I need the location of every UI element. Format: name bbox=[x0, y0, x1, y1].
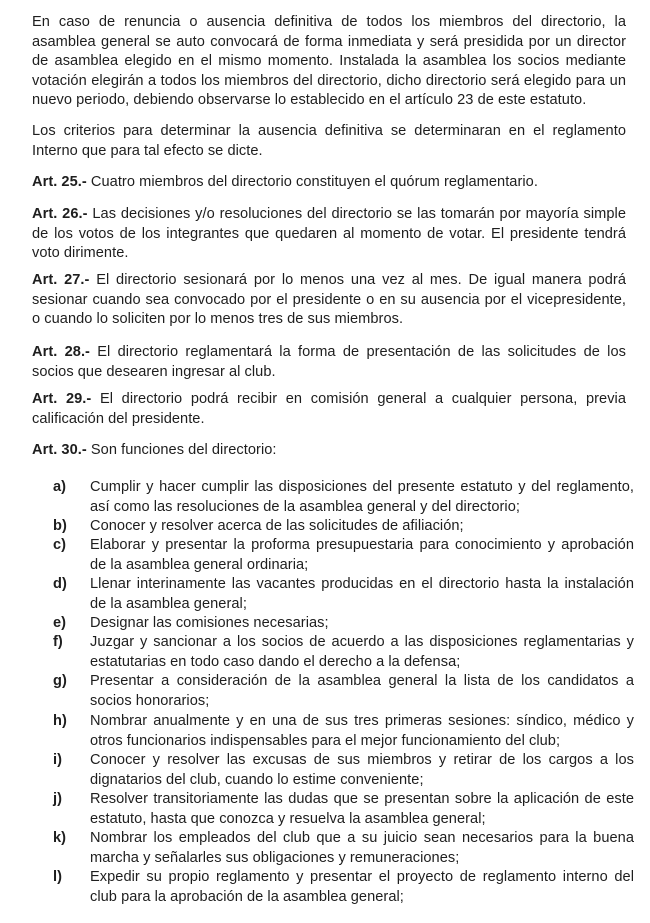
list-item bbox=[50, 712, 634, 751]
list-item bbox=[50, 751, 634, 790]
list-text: Conocer y resolver acerca de las solicitudes de afiliación; bbox=[90, 518, 464, 534]
list-item bbox=[50, 614, 634, 634]
article-26 bbox=[32, 205, 626, 264]
list-text: Conocer y resolver las excusas de sus miembros y retirar de los cargos a los dignatarios del club, cuando lo estime conveniente; bbox=[90, 752, 634, 788]
list-item bbox=[50, 790, 634, 829]
list-letter: f) bbox=[53, 634, 63, 650]
article-28 bbox=[32, 343, 626, 382]
article-label: Art. 27.- bbox=[32, 272, 90, 288]
paragraph-criterios: Los criterios para determinar la ausencia definitiva se determinaran en el reglamento Interno que para tal efecto se dicte. bbox=[32, 123, 626, 159]
list-text: Cumplir y hacer cumplir las disposiciones del presente estatuto y del reglamento, así como las resoluciones de la asamblea general y del directorio; bbox=[90, 479, 634, 515]
list-text: Presentar a consideración de la asamblea general la lista de los candidatos a socios honorarios; bbox=[90, 673, 634, 709]
article-label: Art. 25.- bbox=[32, 174, 87, 190]
list-item bbox=[50, 575, 634, 614]
article-text: El directorio reglamentará la forma de presentación de las solicitudes de los socios que desearen ingresar al club. bbox=[32, 344, 626, 380]
article-30 bbox=[32, 441, 626, 461]
article-text: Cuatro miembros del directorio constituyen el quórum reglamentario. bbox=[86, 174, 538, 190]
list-letter: h) bbox=[53, 713, 67, 729]
article-label: Art. 29.- bbox=[32, 391, 92, 407]
list-letter: d) bbox=[53, 576, 67, 592]
list-text: Nombrar los empleados del club que a su juicio sean necesarios para la buena marcha y señalarles sus obligaciones y remuneraciones; bbox=[90, 830, 634, 866]
list-text: Resolver transitoriamente las dudas que se presentan sobre la aplicación de este estatuto, hasta que conozca y resuelva la asamblea general; bbox=[90, 791, 634, 827]
list-letter: e) bbox=[53, 615, 67, 631]
list-letter: i) bbox=[53, 752, 63, 768]
article-label: Art. 26.- bbox=[32, 206, 88, 222]
list-text: Nombrar anualmente y en una de sus tres primeras sesiones: síndico, médico y otros funcionarios indispensables para el mejor funcionamiento del club; bbox=[90, 713, 634, 749]
article-27 bbox=[32, 271, 626, 330]
article-text: Las decisiones y/o resoluciones del directorio se las tomarán por mayoría simple de los votos de los integrantes que quedaren al momento de votar. El presidente tendrá voto dirimente. bbox=[32, 206, 626, 262]
list-item bbox=[50, 478, 634, 517]
list-item bbox=[50, 517, 634, 537]
article-29 bbox=[32, 390, 626, 429]
article-label: Art. 30.- bbox=[32, 442, 87, 458]
list-letter: j) bbox=[53, 791, 63, 807]
list-item bbox=[50, 672, 634, 711]
list-letter: a) bbox=[53, 479, 67, 495]
list-letter: c) bbox=[53, 537, 67, 553]
list-item bbox=[50, 633, 634, 672]
paragraph-renuncia: En caso de renuncia o ausencia definitiva de todos los miembros del directorio, la asamblea general se auto convocará de forma inmediata y será presidida por un director de asamblea elegido en el mismo momento. Instalada la asamblea los socios mediante votación elegirán a todos los miembros del directorio, dicho directorio será elegido para un nuevo periodo, debiendo observarse lo establecido en el artículo 23 de este estatuto. bbox=[32, 14, 626, 109]
article-text: Son funciones del directorio: bbox=[86, 442, 277, 458]
article-text: El directorio sesionará por lo menos una vez al mes. De igual manera podrá sesionar cuando sea convocado por el presidente o en su ausencia por el vicepresidente, o cuando lo soliciten por lo menos tres de sus miembros. bbox=[32, 272, 626, 328]
list-letter: l) bbox=[53, 869, 63, 885]
article-label: Art. 28.- bbox=[32, 344, 90, 360]
article-25 bbox=[32, 173, 626, 193]
article-text: El directorio podrá recibir en comisión general a cualquier persona, previa calificación del presidente. bbox=[32, 391, 626, 427]
list-letter: k) bbox=[53, 830, 67, 846]
list-item bbox=[50, 868, 634, 907]
list-text: Expedir su propio reglamento y presentar el proyecto de reglamento interno del club para la aprobación de la asamblea general; bbox=[90, 869, 634, 905]
list-text: Juzgar y sancionar a los socios de acuerdo a las disposiciones reglamentarias y estatutarias en todo caso dando el derecho a la defensa; bbox=[90, 634, 634, 670]
list-letter: g) bbox=[53, 673, 67, 689]
list-text: Designar las comisiones necesarias; bbox=[90, 615, 329, 631]
list-letter: b) bbox=[53, 518, 67, 534]
list-text: Elaborar y presentar la proforma presupuestaria para conocimiento y aprobación de la asamblea general ordinaria; bbox=[90, 537, 634, 573]
list-item bbox=[50, 536, 634, 575]
list-item bbox=[50, 829, 634, 868]
list-text: Llenar interinamente las vacantes producidas en el directorio hasta la instalación de la asamblea general; bbox=[90, 576, 634, 612]
